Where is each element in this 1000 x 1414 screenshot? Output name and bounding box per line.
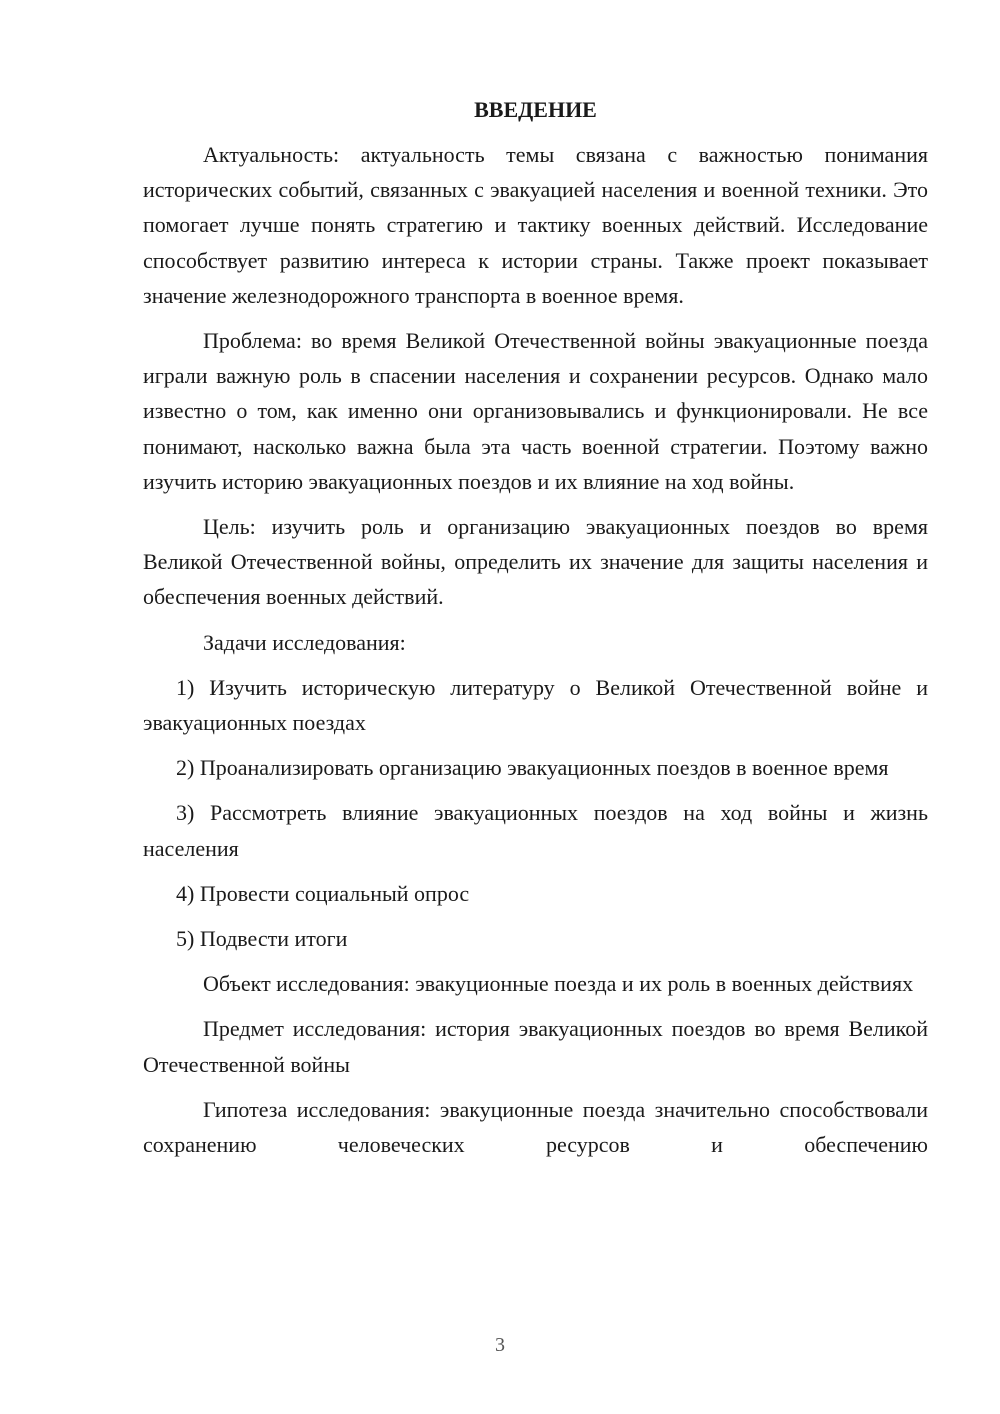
task-item-1: 1) Изучить историческую литературу о Великой Отечественной войне и эвакуационных поездах: [143, 674, 928, 736]
hypothesis-paragraph: Гипотеза исследования: эвакуционные поезда значительно способствовали сохранению человеческих ресурсов и обеспечению: [143, 1096, 928, 1158]
relevance-paragraph: Актуальность: актуальность темы связана с важностью понимания исторических событий, связанных с эвакуацией населения и военной техники. Это помогает лучше понять стратегию и тактику военных действий. Исследование способствует развитию интереса к истории страны. Также проект показывает значение железнодорожного транспорта в военное время.: [143, 142, 928, 308]
problem-paragraph: Проблема: во время Великой Отечественной войны эвакуационные поезда играли важную роль в спасении населения и сохранении ресурсов. Однако мало известно о том, как именно они организовывались и функционировали. Не все понимают, насколько важна была эта часть военной стратегии. Поэтому важно изучить историю эвакуационных поездов и их влияние на ход войны.: [143, 328, 928, 494]
tasks-list: [143, 670, 928, 956]
task-item-5: 5) Подвести итоги: [176, 926, 348, 952]
page-number: 3: [495, 1334, 505, 1356]
document-page: [143, 92, 928, 1172]
object-paragraph: Объект исследования: эвакуционные поезда и их роль в военных действиях: [203, 971, 914, 997]
subject-paragraph: Предмет исследования: история эвакуационных поездов во время Великой Отечественной войны: [143, 1016, 928, 1077]
section-title: ВВЕДЕНИЕ: [474, 97, 597, 122]
task-item-3: 3) Рассмотреть влияние эвакуационных поездов на ход войны и жизнь населения: [143, 800, 928, 861]
tasks-heading: Задачи исследования:: [203, 629, 406, 655]
task-item-4: 4) Провести социальный опрос: [176, 880, 470, 906]
task-item-2: 2) Проанализировать организацию эвакуационных поездов в военное время: [176, 755, 889, 781]
goal-paragraph: Цель: изучить роль и организацию эвакуационных поездов во время Великой Отечественной войны, определить их значение для защиты населения и обеспечения военных действий.: [143, 514, 928, 610]
